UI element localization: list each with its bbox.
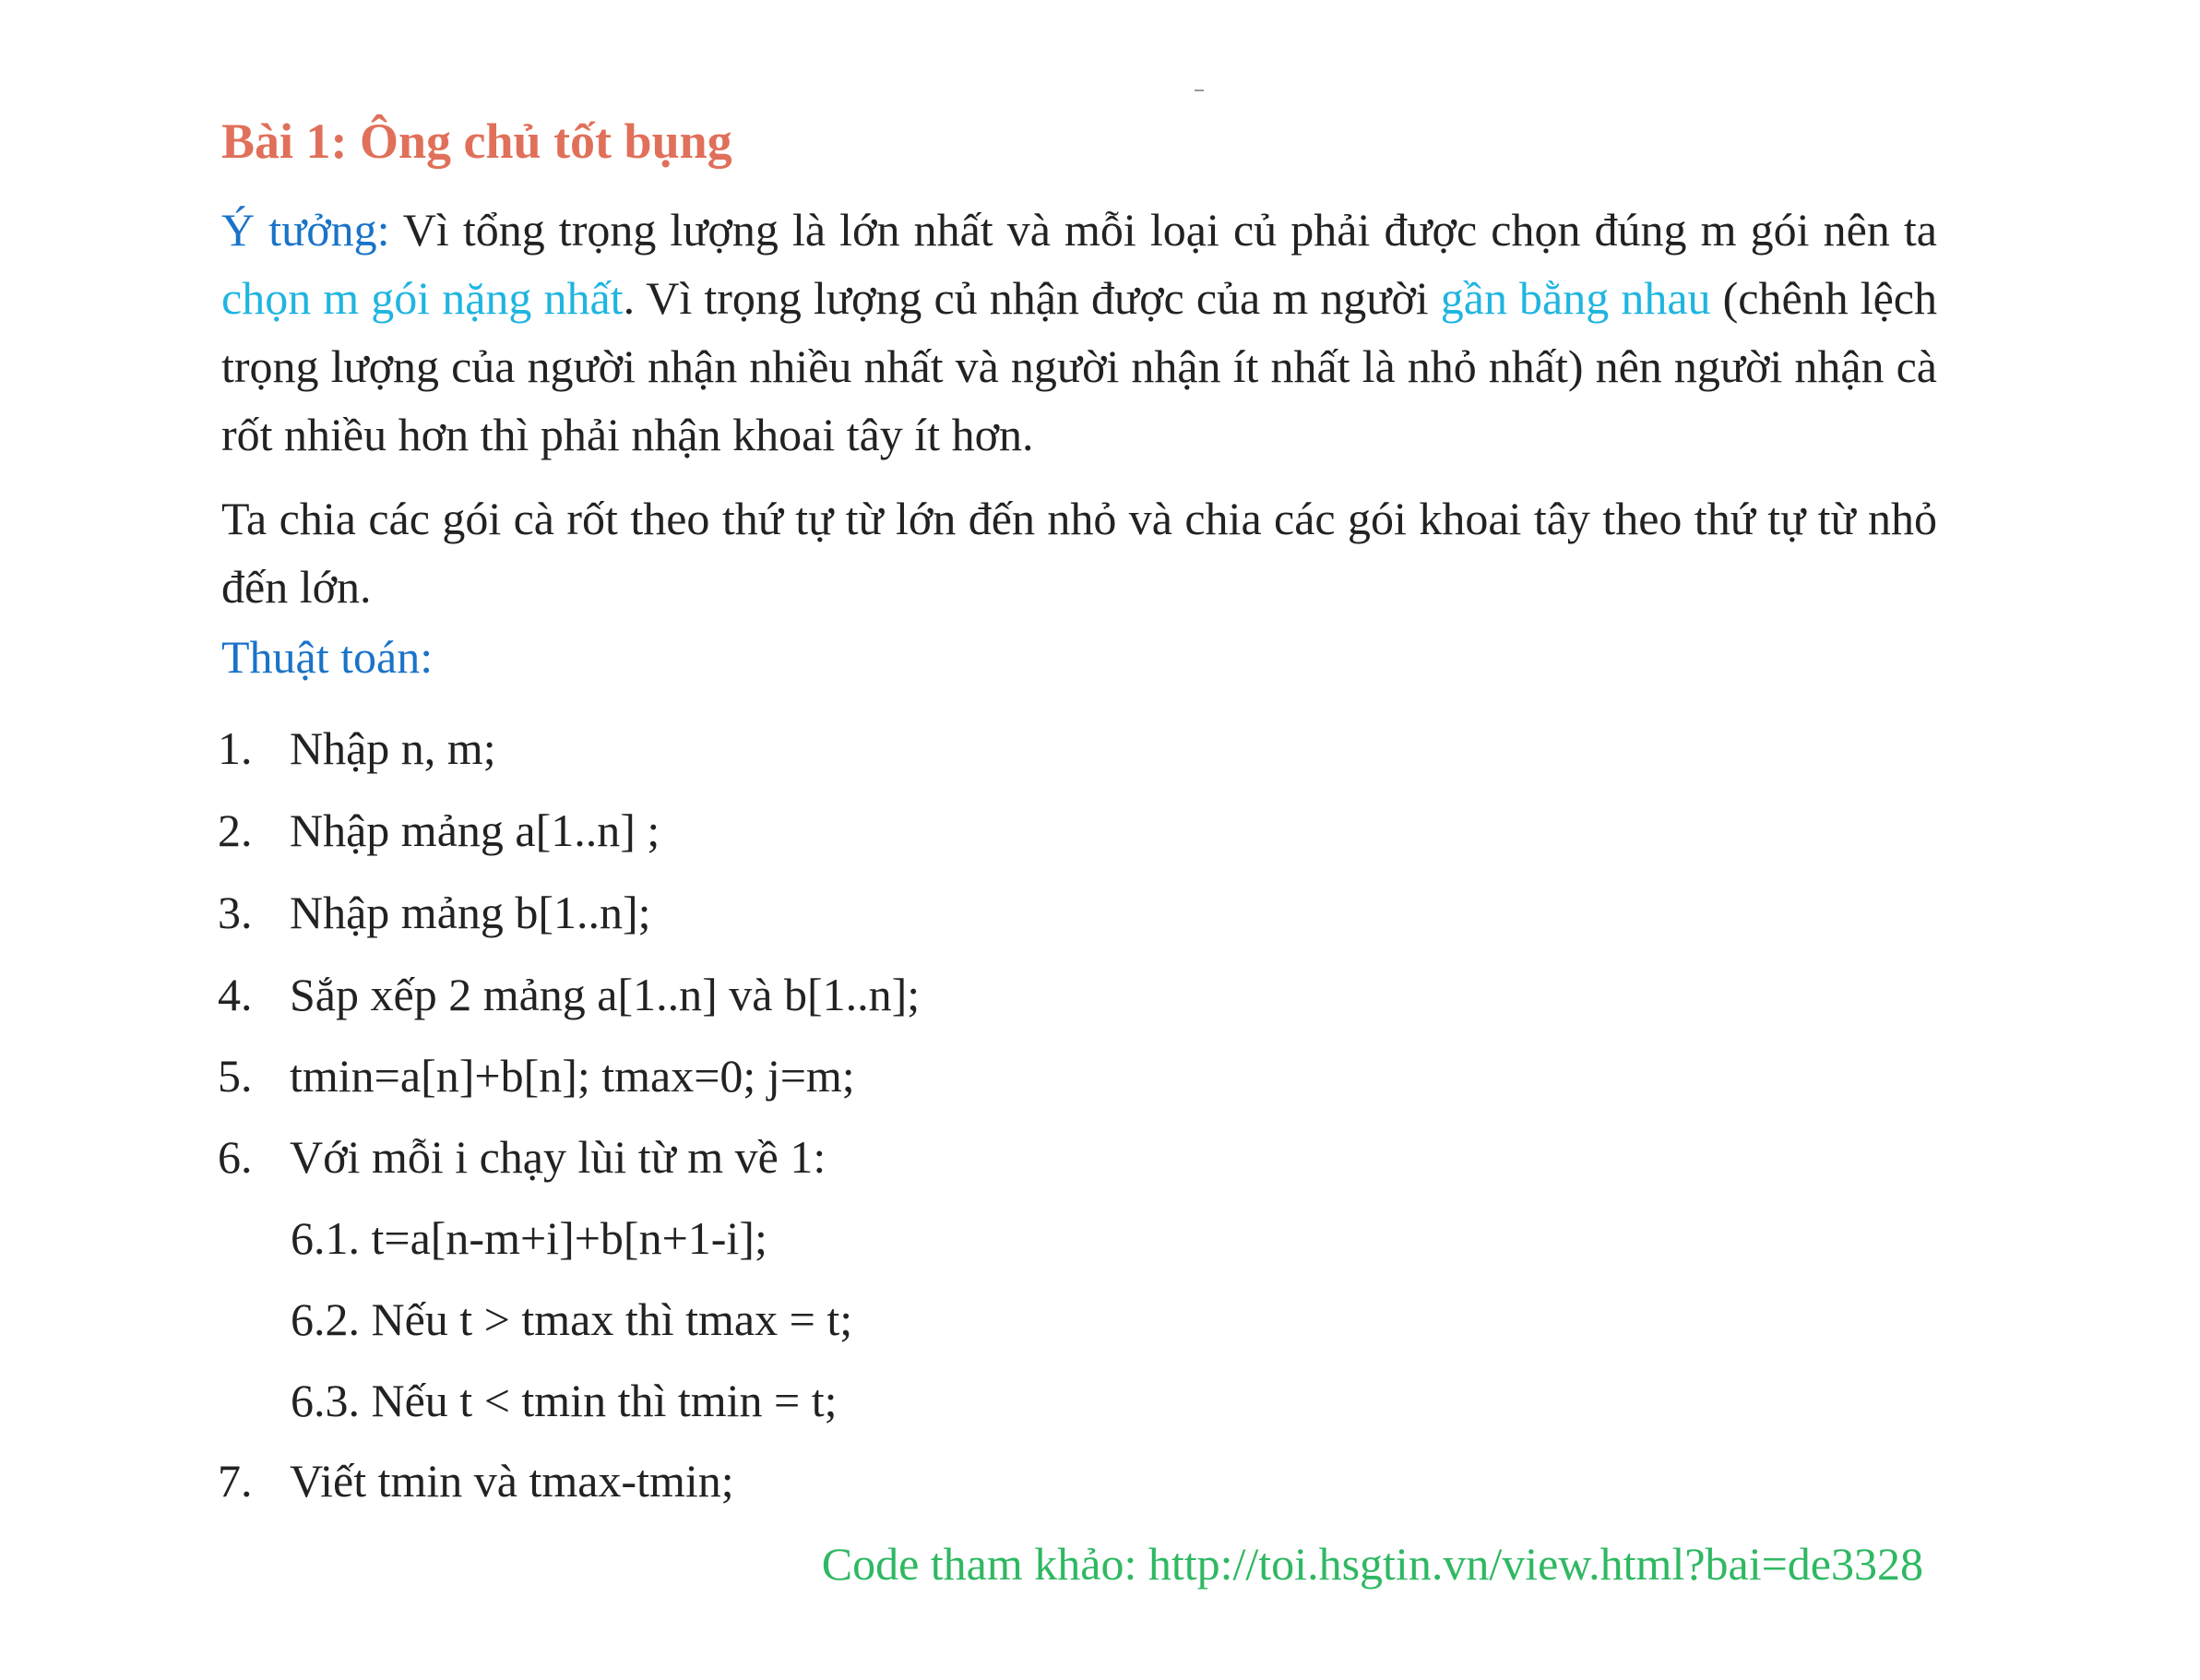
step-1 — [218, 721, 496, 775]
sorting-paragraph: Ta chia các gói cà rốt theo thứ tự từ lớn đến nhỏ và chia các gói khoai tây theo thứ tự từ nhỏ đến lớn. — [221, 493, 1937, 613]
algorithm-heading: Thuật toán: — [221, 631, 434, 683]
reference-code-link[interactable]: Code tham khảo: http://toi.hsgtin.vn/view.html?bai=de3328 — [821, 1538, 1923, 1590]
substep-6-1: 6.1. t=a[n-m+i]+b[n+1-i]; — [291, 1212, 767, 1264]
idea-highlight-2: gần bằng nhau — [1440, 272, 1711, 324]
substep-6-2: 6.2. Nếu t > tmax thì tmax = t; — [291, 1293, 853, 1345]
step-number: 3. — [218, 887, 253, 938]
idea-text-2: . Vì trọng lượng củ nhận được của m người — [623, 272, 1441, 324]
step-5 — [218, 1049, 855, 1102]
substep-6-3: 6.3. Nếu t < tmin thì tmin = t; — [291, 1375, 838, 1426]
step-4 — [218, 968, 920, 1021]
step-text: Nhập mảng b[1..n]; — [290, 887, 651, 938]
step-text: Viết tmin và tmax-tmin; — [290, 1455, 734, 1507]
idea-highlight-1: chọn m gói nặng nhất — [221, 272, 624, 324]
step-number: 7. — [218, 1455, 253, 1507]
step-text: tmin=a[n]+b[n]; tmax=0; j=m; — [290, 1050, 855, 1102]
idea-label: Ý tưởng: — [221, 204, 390, 256]
step-number: 1. — [218, 722, 253, 774]
idea-text-3: (chênh lệch trọng lượng của người nhận nhiều nhất và người nhận ít nhất là nhỏ nhất) nên người nhận cà rốt nhiều hơn thì phải nhận khoai tây ít hơn. — [221, 272, 1938, 460]
idea-paragraph — [221, 196, 1937, 469]
step-6 — [218, 1130, 826, 1184]
step-3 — [218, 886, 651, 939]
step-number: 5. — [218, 1050, 253, 1102]
exercise-title: Bài 1: Ông chủ tốt bụng — [221, 113, 732, 169]
step-text: Sắp xếp 2 mảng a[1..n] và b[1..n]; — [290, 969, 921, 1020]
step-text: Nhập n, m; — [290, 722, 496, 774]
step-text: Nhập mảng a[1..n] ; — [290, 804, 660, 856]
step-number: 4. — [218, 969, 253, 1020]
step-number: 2. — [218, 804, 253, 856]
step-7 — [218, 1454, 734, 1507]
idea-text-1: Vì tổng trọng lượng là lớn nhất và mỗi loại củ phải được chọn đúng m gói nên ta — [389, 204, 1937, 256]
step-number: 6. — [218, 1131, 253, 1183]
scan-mark — [1195, 89, 1204, 91]
step-text: Với mỗi i chạy lùi từ m về 1: — [290, 1131, 826, 1183]
step-2 — [218, 804, 660, 857]
